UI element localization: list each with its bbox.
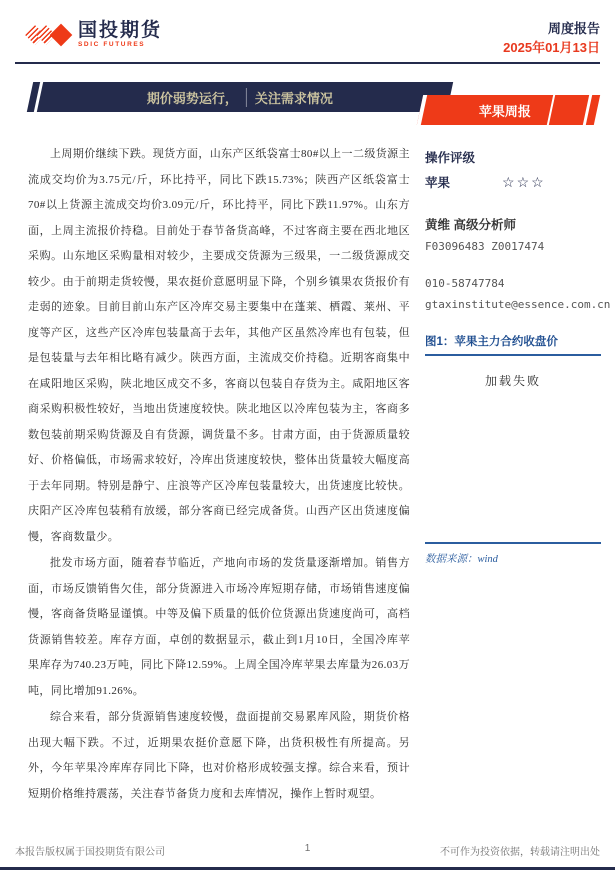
footer-disclaimer: 不可作为投资依据，转载请注明出处 [440, 847, 600, 858]
rating-stars-icon: ☆☆☆ [502, 173, 546, 190]
body-paragraph: 综合来看，部分货源销售速度较慢，盘面提前交易累库风险，期货价格出现大幅下跌。不过，近期果农挺价意愿下降，出货积极性有所提高。另外，今年苹果冷库库存同比下降，也对价格形成较强支撑。综合来看，预计短期价格维持震荡，关注春节备货力度和去库情况，操作上暂时观望。 [28, 711, 410, 800]
brand-name-cn: 国投期货 [78, 20, 163, 42]
report-badge-banner [417, 95, 589, 125]
rating-row [425, 173, 601, 191]
analyst-phone: 010-58747784 [425, 277, 505, 290]
logo-diamonds-icon [28, 20, 72, 50]
report-title [147, 88, 333, 107]
report-title-part1: 期价弱势运行， [147, 88, 247, 107]
analyst-email: gtaxinstitute@essence.com.cn [425, 298, 611, 311]
figure-title: 图1：苹果主力合约收盘价 [425, 333, 601, 356]
body-paragraph: 批发市场方面，随着春节临近，产地向市场的发货量逐渐增加。销售方面，市场反馈销售欠佳，部分货源进入市场冷库短期存储，市场销售速度偏慢，客商备货略显谨慎。中等及偏下质量的低价位货源出货速度尚可，高档货源销售较差。库存方面，卓创的数据显示，截止到1月10日，全国冷库苹果库存为740.23万吨，同比下降12.59%。上周全国冷库苹果去库量为26.03万吨，同比增加91.26%。 [28, 557, 410, 697]
figure-chart-area [425, 356, 601, 544]
report-sidebar [425, 148, 611, 566]
page-footer [15, 843, 600, 858]
report-title-part2: 关注需求情况 [255, 90, 334, 106]
analyst-name: 黄维 高级分析师 [425, 218, 516, 232]
page-header [28, 20, 600, 60]
report-badge: 苹果周报 [478, 103, 531, 119]
report-date: 2025年01月13日 [503, 39, 600, 55]
figure-load-failed-text: 加载失败 [484, 374, 541, 388]
report-meta [503, 20, 600, 58]
report-title-banner [27, 82, 453, 112]
footer-copyright: 本报告版权属于国投期货有限公司 [15, 847, 165, 858]
page-number: 1 [304, 843, 311, 854]
analyst-license-ids: F03096483 Z0017474 [425, 240, 545, 253]
report-body [28, 142, 410, 808]
brand-text [78, 21, 162, 49]
figure-1 [425, 333, 601, 566]
rating-subject: 苹果 [425, 176, 451, 190]
body-paragraph: 上周期价继续下跌。现货方面，山东产区纸袋富士80#以上一二级货源主流成交均价为3.75元/斤，环比持平，同比下跌15.73%；陕西产区纸袋富士70#以上货源主流成交均价3.09元/斤，环比持平，同比下跌11.97%。山东方面，上周主流报价持稳。目前处于春节备货高峰，不过客商主要在西北地区采购。山东地区采购量相对较少，主要成交货源为三级果，一二级货源成交较少。由于前期走货较慢，果农挺价意愿明显下降，个别乡镇果农货报价有走弱的迹象。目前目前山东产区冷库交易主要集中在蓬莱、栖霞、莱州、平度等产区，这些产区冷库包装量高于去年，其他产区虽然冷库也有包装，但是包装量与去年相比略有减少。陕西方面，主流成交价持稳。近期客商集中在咸阳地区采购，陕北地区成交不多，客商以包装自存货为主。咸阳地区客商采购积极性较好，当地出货速度较快。陕北地区以冷库包装为主，客商多数包装前期采购货源及自有货源，调货量不多。甘肃方面，由于货源质量较好、价格偏低，市场需求较好，冷库出货速度较快，整体出货量较大幅度高于去年同期。特别是静宁、庄浪等产区冷库包装量较大，出货速度比较快。庆阳产区冷库包装稍有放缓，部分客商已经完成备货。山西产区出货速度偏慢，客商数量少。 [28, 148, 410, 543]
header-divider [15, 62, 600, 64]
figure-data-source: 数据来源：wind [425, 554, 498, 565]
report-type-label: 周度报告 [547, 21, 600, 36]
rating-label: 操作评级 [425, 151, 476, 165]
brand-name-en: SDIC FUTURES [78, 41, 146, 49]
